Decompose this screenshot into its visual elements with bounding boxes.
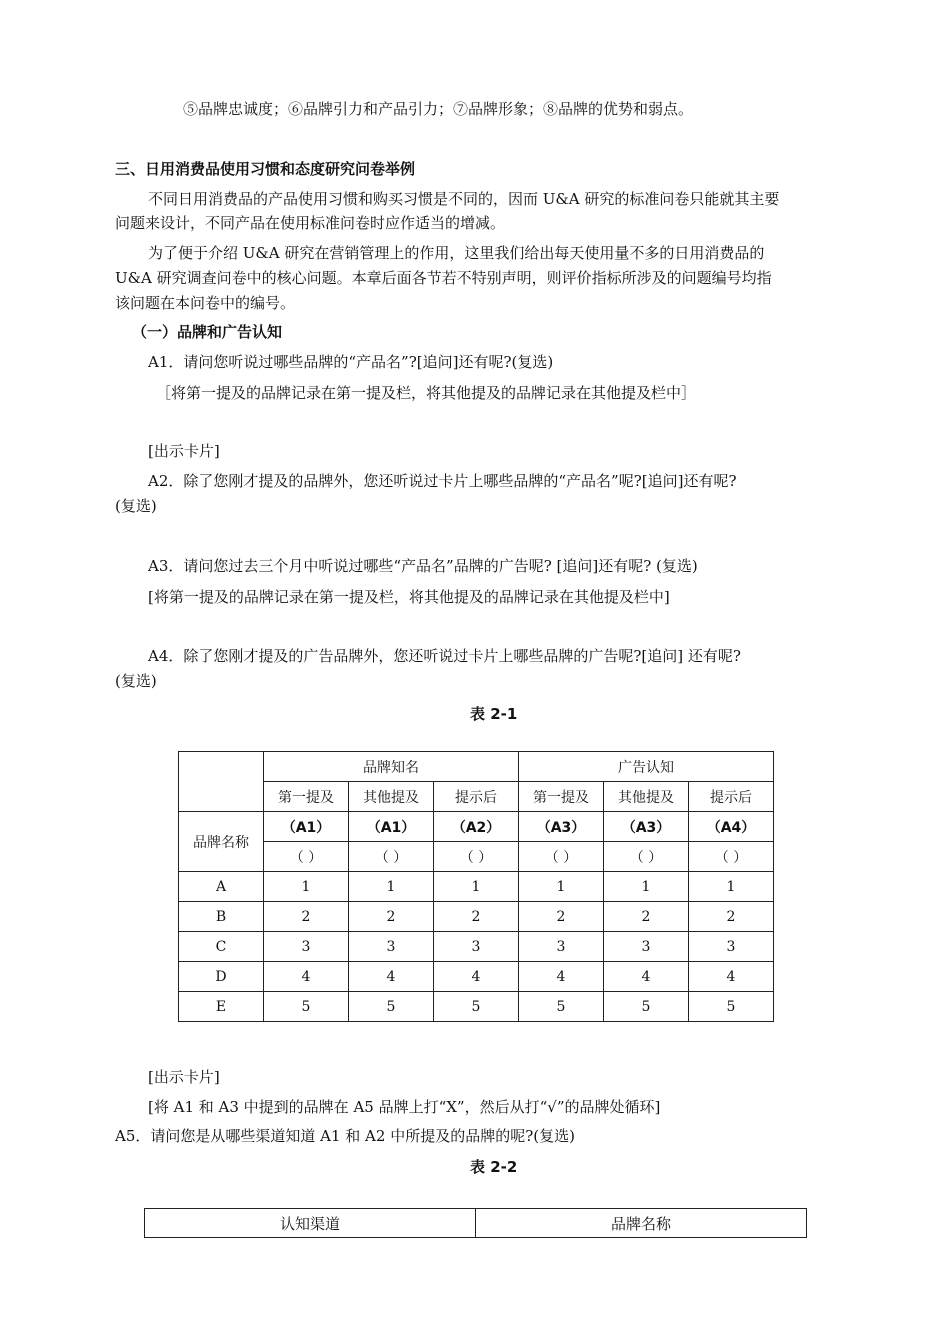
question-a2-line-1: A2．除了您刚才提及的品牌外，您还听说过卡片上哪些品牌的“产品名”呢?[追问]还有呢? <box>148 472 737 490</box>
question-a3: A3．请问您过去三个月中听说过哪些“产品名”品牌的广告呢? [追问]还有呢? (复选) <box>148 557 698 575</box>
brand-cell: C <box>179 932 264 962</box>
value-cell: 2 <box>519 902 604 932</box>
value-cell: 2 <box>604 902 689 932</box>
value-cell: 2 <box>689 902 774 932</box>
value-cell: 1 <box>519 872 604 902</box>
value-cell: 4 <box>519 962 604 992</box>
brand-cell: A <box>179 872 264 902</box>
table-header-row <box>145 1209 807 1238</box>
question-a5-note: [将 A1 和 A3 中提到的品牌在 A5 品牌上打“X”，然后从打“√”的品牌处循环] <box>148 1098 661 1116</box>
value-cell: 3 <box>689 932 774 962</box>
blank-cell: （ ） <box>434 842 519 872</box>
value-cell: 1 <box>689 872 774 902</box>
table-row <box>179 932 774 962</box>
paragraph-2-line-1: 为了便于介绍 U&A 研究在营销管理上的作用，这里我们给出每天使用量不多的日用消费品的 <box>148 244 765 262</box>
value-cell: 1 <box>349 872 434 902</box>
show-card-note-2: [出示卡片] <box>148 1068 220 1086</box>
subsection-heading-1: （一）品牌和广告认知 <box>132 323 283 341</box>
paragraph-1-line-2: 问题来设计，不同产品在使用标准问卷时应作适当的增减。 <box>115 214 506 232</box>
value-cell: 2 <box>349 902 434 932</box>
table-subheader-row <box>179 782 774 812</box>
subheader-cell: 提示后 <box>434 782 519 812</box>
value-cell: 4 <box>689 962 774 992</box>
value-cell: 4 <box>264 962 349 992</box>
brand-awareness-table <box>178 751 774 1022</box>
value-cell: 4 <box>349 962 434 992</box>
table-code-row <box>179 812 774 842</box>
factor-list-line: ⑤品牌忠诚度；⑥品牌引力和产品引力；⑦品牌形象；⑧品牌的优势和弱点。 <box>183 100 694 118</box>
subheader-cell: 第一提及 <box>264 782 349 812</box>
value-cell: 3 <box>434 932 519 962</box>
value-cell: 5 <box>434 992 519 1022</box>
value-cell: 4 <box>434 962 519 992</box>
table-blank-row <box>179 842 774 872</box>
paragraph-2-line-2: U&A 研究调查问卷中的核心问题。本章后面各节若不特别声明，则评价指标所涉及的问题编号均指 <box>115 269 772 287</box>
question-a2-line-2: (复选) <box>115 497 157 515</box>
value-cell: 3 <box>264 932 349 962</box>
brand-cell: B <box>179 902 264 932</box>
blank-cell: （ ） <box>349 842 434 872</box>
value-cell: 5 <box>349 992 434 1022</box>
value-cell: 1 <box>264 872 349 902</box>
brand-name-header: 品牌名称 <box>179 812 264 872</box>
question-a1-note: ［将第一提及的品牌记录在第一提及栏，将其他提及的品牌记录在其他提及栏中］ <box>156 384 697 402</box>
question-a4-line-1: A4．除了您刚才提及的广告品牌外，您还听说过卡片上哪些品牌的广告呢?[追问] 还有呢? <box>148 647 741 665</box>
blank-cell: （ ） <box>519 842 604 872</box>
value-cell: 3 <box>349 932 434 962</box>
question-code-cell: （A1） <box>349 812 434 842</box>
table-row <box>179 872 774 902</box>
subheader-cell: 其他提及 <box>349 782 434 812</box>
subheader-cell: 提示后 <box>689 782 774 812</box>
group-header-brand-awareness: 品牌知名 <box>264 752 519 782</box>
value-cell: 2 <box>434 902 519 932</box>
table-row <box>179 962 774 992</box>
table-row <box>179 902 774 932</box>
value-cell: 5 <box>689 992 774 1022</box>
brand-cell: D <box>179 962 264 992</box>
question-code-cell: （A2） <box>434 812 519 842</box>
value-cell: 2 <box>264 902 349 932</box>
table-header-row <box>179 752 774 782</box>
table-2-1-title: 表 2-1 <box>470 705 518 723</box>
blank-cell: （ ） <box>689 842 774 872</box>
brand-cell: E <box>179 992 264 1022</box>
question-code-cell: （A3） <box>604 812 689 842</box>
value-cell: 1 <box>604 872 689 902</box>
value-cell: 5 <box>519 992 604 1022</box>
question-code-cell: （A4） <box>689 812 774 842</box>
brand-name-header: 品牌名称 <box>476 1209 807 1238</box>
table-row <box>179 992 774 1022</box>
section-heading-3: 三、日用消费品使用习惯和态度研究问卷举例 <box>115 160 416 178</box>
value-cell: 5 <box>264 992 349 1022</box>
group-header-ad-awareness: 广告认知 <box>519 752 774 782</box>
value-cell: 4 <box>604 962 689 992</box>
value-cell: 3 <box>604 932 689 962</box>
subheader-cell: 第一提及 <box>519 782 604 812</box>
blank-cell: （ ） <box>604 842 689 872</box>
value-cell: 3 <box>519 932 604 962</box>
question-code-cell: （A3） <box>519 812 604 842</box>
subheader-cell: 其他提及 <box>604 782 689 812</box>
question-a1: A1．请问您听说过哪些品牌的“产品名”?[追问]还有呢?(复选) <box>148 353 554 371</box>
question-a5: A5．请问您是从哪些渠道知道 A1 和 A2 中所提及的品牌的呢?(复选) <box>115 1127 575 1145</box>
channel-header: 认知渠道 <box>145 1209 476 1238</box>
paragraph-2-line-3: 该问题在本问卷中的编号。 <box>115 294 296 312</box>
table-2-2-title: 表 2-2 <box>470 1158 518 1176</box>
question-a4-line-2: (复选) <box>115 672 157 690</box>
question-a3-note: [将第一提及的品牌记录在第一提及栏，将其他提及的品牌记录在其他提及栏中] <box>148 588 670 606</box>
question-code-cell: （A1） <box>264 812 349 842</box>
value-cell: 1 <box>434 872 519 902</box>
paragraph-1-line-1: 不同日用消费品的产品使用习惯和购买习惯是不同的，因而 U&A 研究的标准问卷只能就其主要 <box>148 190 780 208</box>
corner-cell <box>179 752 264 812</box>
channel-table <box>144 1208 807 1238</box>
show-card-note-1: [出示卡片] <box>148 442 220 460</box>
blank-cell: （ ） <box>264 842 349 872</box>
value-cell: 5 <box>604 992 689 1022</box>
